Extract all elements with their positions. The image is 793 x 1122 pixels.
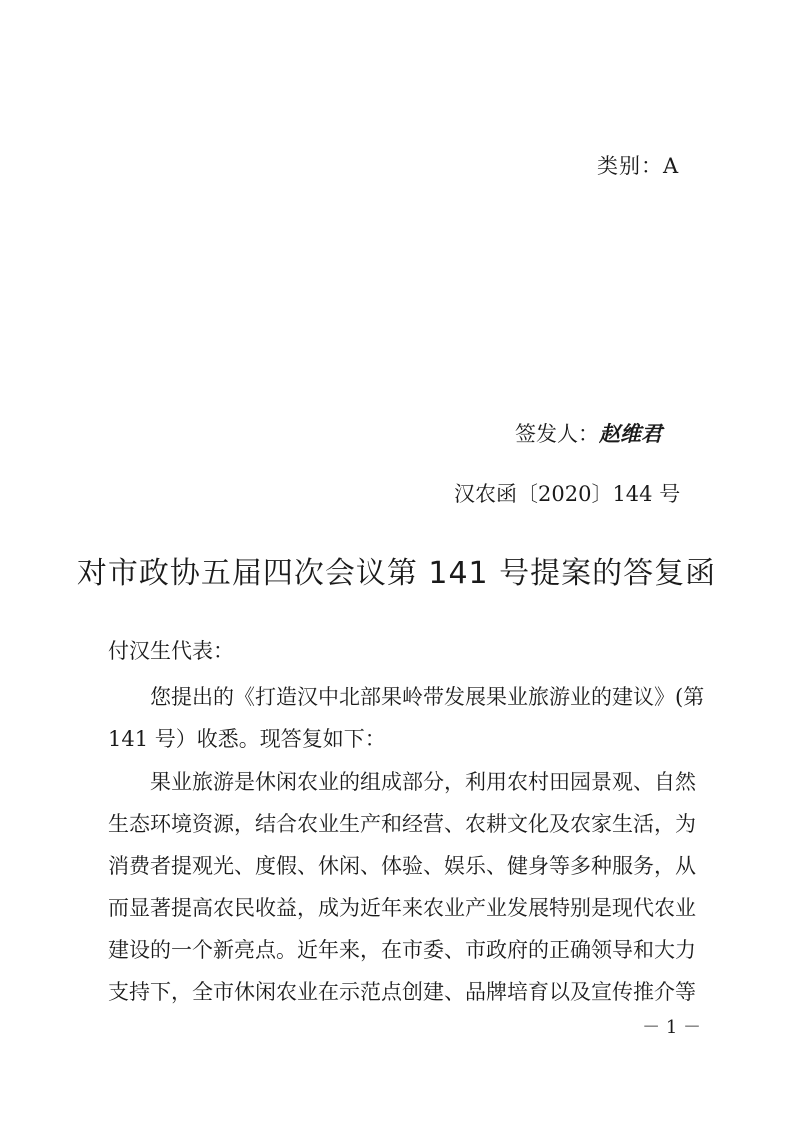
paragraph-2-line-4: 而显著提高农民收益，成为近年来农业产业发展特别是现代农业 [108, 896, 696, 920]
paragraph-2-line-6: 支持下，全市休闲农业在示范点创建、品牌培育以及宣传推介等 [108, 980, 696, 1004]
document-title: 对市政协五届四次会议第 141 号提案的答复函 [76, 556, 717, 591]
paragraph-1-line-1: 您提出的《打造汉中北部果岭带发展果业旅游业的建议》(第 [150, 685, 705, 709]
salutation: 付汉生代表： [108, 639, 234, 663]
paragraph-2-line-3: 消费者提观光、度假、休闲、体验、娱乐、健身等多种服务，从 [108, 854, 696, 878]
signer-name: 赵维君 [599, 421, 662, 446]
paragraph-2-line-2: 生态环境资源，结合农业生产和经营、农耕文化及农家生活，为 [108, 812, 696, 836]
document-number: 汉农函〔2020〕144 号 [454, 482, 681, 506]
page-number: － 1 － [642, 1017, 701, 1038]
document-category: 类别：A [597, 154, 680, 178]
paragraph-1-line-2: 141 号）收悉。现答复如下： [108, 727, 386, 751]
paragraph-2-line-5: 建设的一个新亮点。近年来，在市委、市政府的正确领导和大力 [108, 938, 696, 962]
signer-line [515, 418, 662, 448]
signer-label: 签发人： [515, 422, 599, 446]
paragraph-2-line-1: 果业旅游是休闲农业的组成部分，利用农村田园景观、自然 [150, 770, 696, 794]
